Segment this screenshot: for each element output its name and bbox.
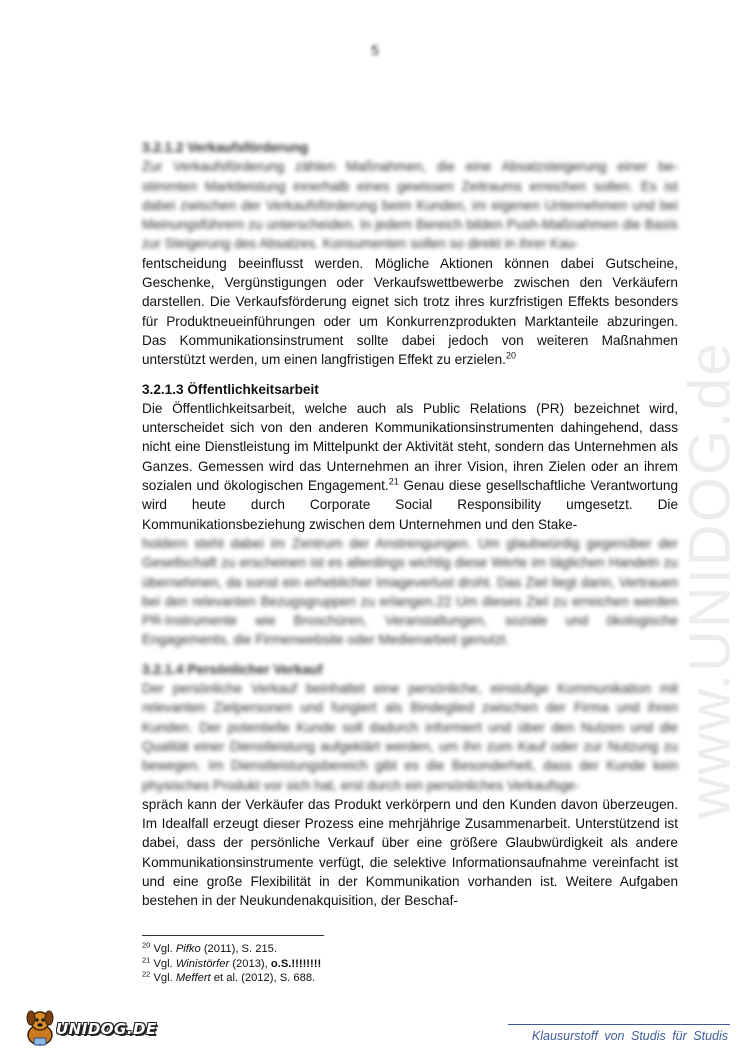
footnote xyxy=(142,971,542,986)
blurred-line: Kunden. Der potentielle Kunde soll dadurch informiert und über den Nutzen und die xyxy=(142,719,678,735)
blurred-line: liegt darin, Vertrauen bei den relevanten Bezugsgruppen zu erlangen.22 Um dieses xyxy=(142,574,679,609)
blurred-line: die Basis zur Steigerung des Absatzes. Konsumenten sollen so direkt in ihrer Kau- xyxy=(142,217,678,252)
footnote-number: 20 xyxy=(142,940,151,950)
blurred-line: relevanten Zielpersonen und fungiert als Bindeglied zwischen der Firma und ihren xyxy=(142,700,678,716)
paragraph xyxy=(142,254,678,370)
paragraph-text: Die Öffentlichkeitsarbeit, welche auch als Public Relations (PR) bezeichnet wird, unterscheidet sich von den anderen Kommunikationsinstrumenten dahingehend, dass nicht eine Dienstleistung im Mittelpunkt der Aktivität steht, sondern das Unternehmen als Ganzes. Gemessen wird das Unternehmen an ihrer Vision, ihren Zielen oder an ihrem sozialen und ökologischen Engagement. xyxy=(142,400,678,494)
footnote-author: Winistörfer xyxy=(175,957,230,970)
footer-tagline: Klausurstoff von Studis für Studis xyxy=(531,1029,728,1043)
section-heading: 3.2.1.2 Verkaufsförderung xyxy=(142,140,309,155)
paragraph-text: spräch kann der Verkäufer das Produkt verkörpern und den Kunden davon überzeugen. Im Idealfall erzeugt dieser Prozess eine mehrjährige Zusammenarbeit. Unterstützend ist dabei, dass der persönliche Verkauf über eine größere Glaubwürdigkeit als andere Kommunikationsinstrumente verfügt, die selektive Informationsaufnahme vereinfacht ist und eine große Flexibilität in der Kommunikation vorhanden ist. Weitere Aufgaben bestehen in der Neukundenakquisition, der Beschaf- xyxy=(142,796,678,909)
blurred-line: der Gesellschaft zu erscheinen ist es allerdings wichtig diese Werte im täglichen xyxy=(142,535,678,571)
section-heading: 3.2.1.3 Öffentlichkeitsarbeit xyxy=(142,381,319,397)
paragraph xyxy=(142,399,678,534)
paragraph xyxy=(142,795,678,911)
blurred-paragraph xyxy=(142,157,678,253)
blurred-line: holdern steht dabei im Zentrum der Anstrengungen. Um glaubwürdig gegenüber xyxy=(142,535,659,551)
blurred-line: kein physisches Produkt vor sich hat, erst durch ein persönliches Verkaufsge- xyxy=(142,758,678,793)
paragraph-text: Genau diese gesellschaftliche Verantwortung wird heute durch Corporate Social Responsibility umgesetzt. Die Kommunikationsbeziehung zwischen dem Unternehmen und den Stake- xyxy=(142,478,678,532)
blurred-line: bei Meinungsführern zu unterscheiden. In jedem Bereich bilden Push-Maßnahmen xyxy=(142,197,678,233)
page-number: 5 xyxy=(371,42,379,58)
footnote-number: 22 xyxy=(142,969,151,979)
footnote-extra: o.S.!!!!!!!! xyxy=(270,957,322,970)
blurred-line: stimmten Marktleistung innerhalb eines gewissen Zeitraums erreichen sollen. Es ist xyxy=(142,178,678,194)
section-persoenlicher-verkauf xyxy=(142,660,678,911)
document-body xyxy=(142,138,678,921)
footnote-author: Meffert xyxy=(175,972,211,984)
footnote-prefix: Vgl. xyxy=(153,957,176,970)
paragraph-text: fentscheidung beeinflusst werden. Mögliche Aktionen können dabei Gutscheine, Geschenke, Vergünstigungen oder Verkaufswettbewerbe zwischen den Verkäufern darstellen. Die Verkaufsförderung eignet sich trotz ihres kurzfristigen Effekts besonders für Produktneueinführungen oder um Konkurrenzprodukten Marktanteile abzuringen. Das Kommunikationsinstrument sollte dabei jedoch von weiteren Maßnahmen unterstützt werden, um einen langfristigen Effekt zu erzielen. xyxy=(142,255,678,368)
footnote-text: (2013), xyxy=(229,957,271,970)
section-oeffentlichkeitsarbeit xyxy=(142,380,678,650)
section-heading: 3.2.1.4 Persönlicher Verkauf xyxy=(142,661,323,677)
blurred-line: dabei zwischen der Verkaufsförderung beim Kunden, im eigenen Unternehmen und xyxy=(142,197,660,213)
blurred-line: und ökologische Engagements, die Firmenwebsite oder Medienarbeit genutzt. xyxy=(142,613,678,648)
footer-divider xyxy=(508,1024,730,1025)
blurred-paragraph xyxy=(142,679,678,795)
footnote xyxy=(142,954,542,972)
footnote-prefix: Vgl. xyxy=(153,943,176,955)
blurred-line: Qualität einer Dienstleistung aufgeklärt werden, um ihn zum Kauf oder zur Nutzung xyxy=(142,738,664,754)
blurred-line: Der persönliche Verkauf beinhaltet eine persönliche, einstufige Kommunikation mit xyxy=(142,681,678,697)
unidog-logo[interactable] xyxy=(22,1008,162,1048)
footnote-text: et al. (2012), S. 688. xyxy=(210,972,316,984)
section-verkaufsfoerderung xyxy=(142,138,678,370)
footnote-divider xyxy=(142,935,324,936)
blurred-line: Zur Verkaufsförderung zählen Maßnahmen, die eine Absatzsteigerung einer be- xyxy=(142,159,678,175)
logo-text: UNIDOG.DE xyxy=(56,1020,157,1038)
footnote-author: Pifko xyxy=(175,943,201,955)
blurred-line: Ziel zu erreichen werden PR-Instrumente wie Broschüren, Veranstaltungen, soziale xyxy=(142,593,678,629)
watermark-text: www.UNIDOG.de xyxy=(677,341,743,819)
footnote-ref: 21 xyxy=(388,476,399,487)
footnote-prefix: Vgl. xyxy=(153,972,176,984)
blurred-line: zu bewegen. Im Dienstleistungsbereich gibt es die Besonderheit, dass der Kunde xyxy=(142,738,678,774)
blurred-paragraph xyxy=(142,534,678,650)
dog-icon xyxy=(22,1008,58,1048)
blurred-line: Handeln zu übernehmen, da sonst ein erheblicher Imageverlust droht. Das Ziel xyxy=(142,555,678,590)
footnote-ref: 20 xyxy=(505,350,516,361)
footnote-text: (2011), S. 215. xyxy=(200,943,278,955)
footnote-number: 21 xyxy=(142,954,151,964)
footnote xyxy=(142,942,542,957)
footnotes xyxy=(142,942,542,986)
